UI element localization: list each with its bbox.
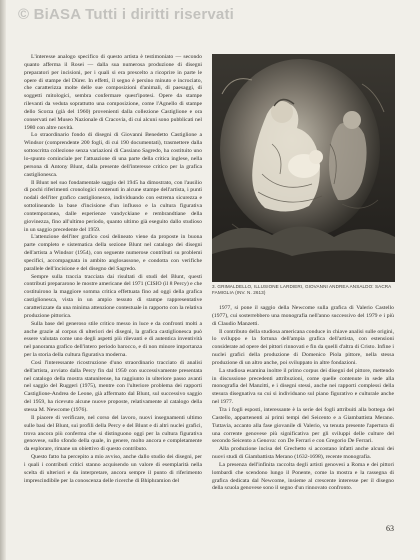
paragraph: Lo straordinario fondo di disegni di Giovanni Benedetto Castiglione a Windsor (comprendente 200 fogli, di cui 190 documentati), trasmettere dalla sottoscritta collezione senza variazioni di Cassiano Sagredo, ha costituito uno lo-spunto cominciale per l'attuazione di una parte della critica inglese, nella persona di Antony Blunt, dalla presente dell'interesse critico per la grafica castiglionesca. [24, 132, 202, 178]
right-text-column [212, 305, 394, 518]
paragraph: L'interesse analogo specifico di questo artista è testimoniato — secondo quanto afferma il Rosei — dalla sua numerosa produzione di disegni preparatori per incisioni, per i quali si era prescelto a ricoprire in parte le opere di stampe del Dürer. In effetti, il segno è persino minuto e incrociato, che caratterizza molte delle sue composizioni d'animali, di paesaggi, di soggetti mitologici, sembra confermare quest'ipotesi. Opere da stampe rilevanti da veduta soprattutto una composizione, come l'Agnello di stampe dello Scorza (già del 1960) provenienti dalla collezione Castiglione e ora conservati nel Museo Nazionale di Cracovia, di cui alcuni sono pubblicati nel 1980 con altre novità. [24, 54, 202, 131]
paragraph: 1977, si pone il saggio della Newcome sulla grafica di Valerio Castello (1977), cui sosterrebbero una monografia nell'anno successivo del 1979 e i più di Claudio Manzetti. [212, 305, 394, 327]
artwork-figure [212, 54, 395, 282]
paragraph: La studiosa esamina inoltre il primo corpus dei disegni del pittore, mettendo in discussione precedenti attribuzioni, come quelle contenute in sede alla monografia del Manzitti, e i disegni stessi, anche nei rapporti complessi della stesura disegnativa su cui si individuano sul piano figurativo e culturale anche nel 1977. [212, 367, 394, 406]
paragraph: La presenza dell'infinita raccolta degli artisti genovesi a Roma e dei pittori lombardi che scendono lungo il Ponente, come la mostra e la rassegna di grafica dedicata dal Newcome, insieme al crescente interesse per il disegno della scuola genovese sono il segno d'un rinnovato confronto. [212, 461, 394, 492]
paragraph: L'attenzione dell'iter grafico così delineato viene da proposte in buona parte completo e sistematica della sezione Blunt nel catalogo dei disegni dell'artista a Windsor (1954), con seguente numerose contributi su problemi specifici, accompagnata in ambito anglosassone, e condotta con verifiche parallele dell'incisione e del disegno del Sagredo. [24, 234, 202, 272]
paragraph: Il contributo della studiosa americana conduce in chiave analisi sulle origini, lo sviluppo e la fortuna dell'ampia grafica dell'artista, con estensioni considerate ad opere dei pittori rinnovati e fin da quelli d'altra di Cristo. Infine i nuclei grafici della produzione di Domenico Piola pittore, nella stessa produzione di un altro anche, poi sviluppato in altre fondazioni. [212, 328, 394, 366]
left-text-column [24, 54, 202, 522]
paragraph: Alla produzione incisa del Grechetto si accostano infatti anche alcuni dei nuovi studi di Giambattista Merano (1632-1698), recente monografia. [212, 446, 394, 461]
paragraph: Il piacere di verificare, nel corso del lavoro, nuovi insegnamenti ultimo sulle basi del Blunt, sui profili della Percy e del Blunt e di altri nuclei grafici, trova ancora più conferma che si distinguono oggi per la cultura figurativa genovese, sullo sfondo della quale, in genere, molto ancora e completamente da esplorare, rimane un obiettivo di questo contributo. [24, 414, 202, 453]
watermark: © BiASA Tutti i diritti riservati [18, 6, 235, 23]
scan-edge [0, 0, 6, 560]
paragraph: Questo fatto ha percepito a mio avviso, anche dallo studio dei disegni, per i quali i contributi critici stanno acquisendo un valore di esemplarità nella scelta di ulteriori e da interpretare, ancora sempre il punto di riferimento imprescindibile per la conoscenza delle ricerche di Bhiphramion del [24, 454, 202, 484]
paragraph: Tra i fogli esposti, interessante è la serie dei fogli attribuiti alla bottega del Castello, appartenenti ai primi tempi del Seicento e a Giambattista Merano. Tuttavia, accanto alla fase giovanile di Valerio, va tenuta presente l'apertura di una corrente genovese più significativa per gli sviluppi delle culture del secondo Seicento a Genova: con De Ferrari e con Gregorio De Ferrari. [212, 406, 394, 445]
paragraph: Sulla base del generoso stile critico messo in luce e da confronti molti a anche grazie al corpus di ulteriori dei disegni, la grafica castiglionesca può essere valutata come uno degli aspetti più rilevanti e di autentica inventività nel panorama grafico dell'intero periodo barocco, e di non minore importanza per la storia della cultura figurativa moderna. [24, 320, 202, 359]
figure-caption: 3. GRIMALDELLO, ILLUSIONE LARDIERI, GIOVANNI ANDREA ANSALDO: SACRA FAMIGLIA (INV. N. 2613) [212, 284, 392, 295]
paragraph: Sempre sulla traccia tracciata dai risultati di studi del Blunt, questi contributi prepararono le mostre americane del 1971 (CISIO (il 8 Percy) e che costituirono la maggiore somma critica effettuata fino ad oggi della grafica castiglionesca, vista in un ampio tessuto di stampe rappresentative caratterizzate da una minima attenzione contestuale in rapporto con la relativa produzione pittorica. [24, 273, 202, 319]
page-number: 63 [386, 524, 394, 533]
paragraph: Così l'interessante ricostruzione d'uno straordinario tracciato di analisi dell'artista, avviato dalla Percy fin dal 1950 con successivamente presentata nel catalogo della mostra statunitense, ha raggiunto in ulteriore passo avanti nel saggio del Ruggeri (1975), mentre con l'ulteriore problema dei rapporti Castiglione-Andrea de Leone, già affermato dal Blunt, sul successivo saggio del 1959, ha ricevuto alcune nuove proposte, relativamente al catalogo della stessa M. Newcome (1976). [24, 359, 202, 413]
paragraph: Il Blunt nel suo fondamentale saggio del 1945 ha dimostrato, con l'ausilio di pochi riferimenti cronologici contenuti in alcune stampe dell'artista, i punti nodali dell'iter grafico castiglionesco, individuando con estrema sicurezza e sottolineando la base d'incisione d'un influsso e la cultura figurativa contemporanea, dalle esperienze vandyckiane e rembrandtiane della giovinezza, fino all'ultimo periodo, quanto ultimo già eseguito dallo studioso in un saggio precedente del 1959. [24, 179, 202, 233]
drawing-reproduction [212, 54, 395, 282]
